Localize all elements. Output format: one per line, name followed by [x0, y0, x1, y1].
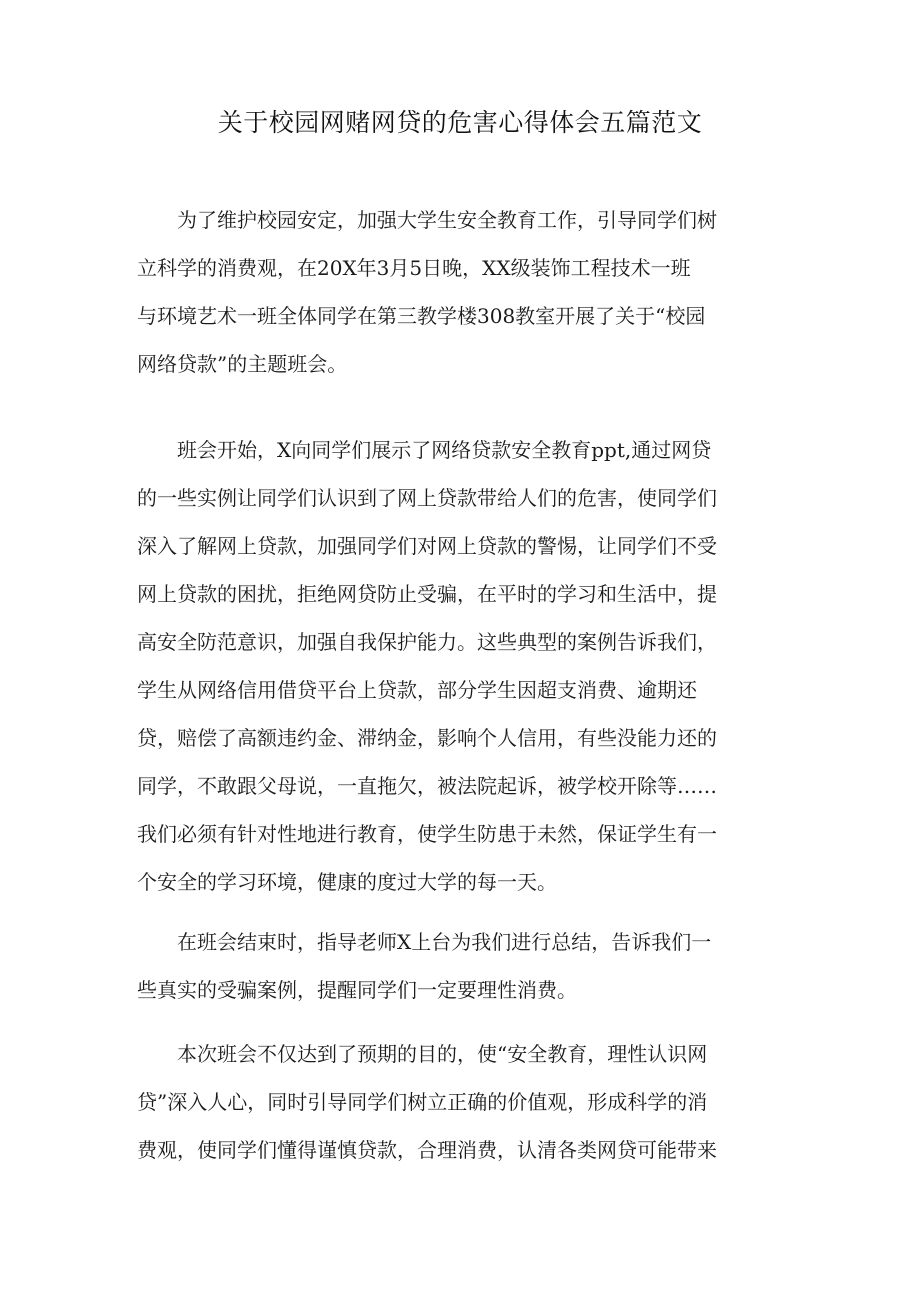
text-line: 本次班会不仅达到了预期的目的，使“安全教育，理性认识网 [137, 1042, 708, 1066]
text-line: 在班会结束时，指导老师X上台为我们进行总结，告诉我们一 [137, 930, 712, 954]
text-line: 费观，使同学们懂得谨慎贷款，合理消费，认清各类网贷可能带来 [137, 1138, 717, 1162]
text-line: 与环境艺术一班全体同学在第三教学楼308教室开展了关于“校园 [137, 304, 706, 328]
text-line: 深入了解网上贷款，加强同学们对网上贷款的警惕，让同学们不受 [137, 534, 717, 558]
text-line: 立科学的消费观，在20X年3月5日晚，XX级装饰工程技术一班 [137, 256, 691, 280]
document-title: 关于校园网赌网贷的危害心得体会五篇范文 [217, 108, 703, 137]
text-line: 为了维护校园安定，加强大学生安全教育工作，引导同学们树 [137, 208, 717, 232]
text-line: 学生从网络信用借贷平台上贷款，部分学生因超支消费、逾期还 [137, 678, 697, 702]
paragraph-3 [137, 918, 767, 1014]
text-line: 个安全的学习环境，健康的度过大学的每一天。 [137, 870, 557, 894]
text-line: 网络贷款”的主题班会。 [137, 352, 348, 376]
paragraph-2 [137, 426, 767, 906]
text-line: 班会开始，X向同学们展示了网络贷款安全教育ppt,通过网贷 [137, 438, 712, 462]
paragraph-1 [137, 196, 767, 388]
paragraph-4 [137, 1030, 767, 1174]
text-line: 网上贷款的困扰，拒绝网贷防止受骗，在平时的学习和生活中，提 [137, 582, 717, 606]
text-line: 高安全防范意识，加强自我保护能力。这些典型的案例告诉我们， [137, 630, 717, 654]
text-line: 的一些实例让同学们认识到了网上贷款带给人们的危害，使同学们 [137, 486, 717, 510]
text-line: 贷，赔偿了高额违约金、滞纳金，影响个人信用，有些没能力还的 [137, 726, 717, 750]
text-line: 我们必须有针对性地进行教育，使学生防患于未然，保证学生有一 [137, 822, 717, 846]
text-line: 贷”深入人心，同时引导同学们树立正确的价值观，形成科学的消 [137, 1090, 708, 1114]
text-line: 同学，不敢跟父母说，一直拖欠，被法院起诉，被学校开除等…… [137, 774, 717, 798]
text-line: 些真实的受骗案例，提醒同学们一定要理性消费。 [137, 978, 577, 1002]
